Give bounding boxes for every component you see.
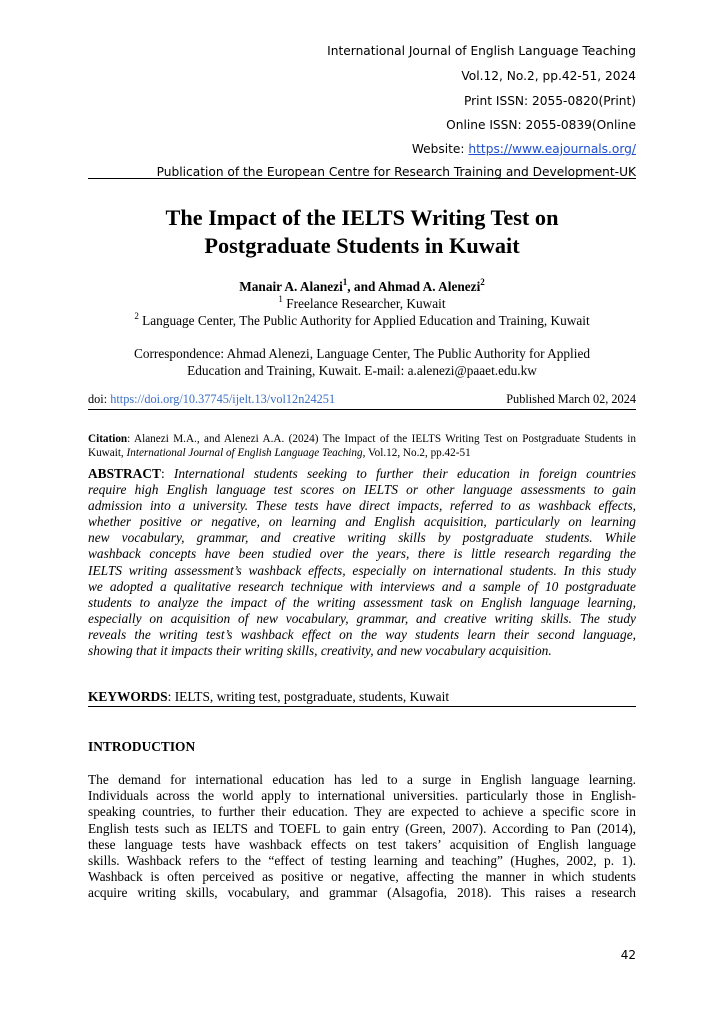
author-2: Ahmad A. Alenezi <box>377 279 481 294</box>
title-line-1: The Impact of the IELTS Writing Test on <box>165 205 559 230</box>
intro-line-4: English tests such as IELTS and TOEFL to gain entry (Green, 2007). According to Pan (2014), <box>88 820 636 836</box>
abstract-line-12: showing that it impacts their writing skills, creativity, and new vocabulary acquisition. <box>88 643 552 659</box>
affiliation-2-sup: 2 <box>134 310 139 321</box>
published-date: Published March 02, 2024 <box>506 392 636 406</box>
citation-text-b: , Vol.12, No.2, pp.42-51 <box>362 447 471 459</box>
website-link[interactable]: https://www.eajournals.org/ <box>468 142 636 156</box>
author-1-sup: 1 <box>342 276 348 287</box>
abstract-line-9: students to analyze the impact of the writing assessment task on English language learning, <box>88 594 636 610</box>
doi-divider <box>88 409 636 410</box>
abstract-text-0: International students seeking to further their education in foreign countries <box>173 466 636 481</box>
abstract-colon: : <box>160 466 174 481</box>
correspondence <box>60 345 664 379</box>
citation-text-a: : Alanezi M.A., and Alenezi A.A. (2024) The Impact of the IELTS Writing Test on Postgraduate Students in Kuwait, <box>88 433 636 459</box>
abstract-line-10: especially on acquisition of new vocabulary, grammar, and creative writing skills. The study <box>88 610 636 626</box>
abstract-block <box>88 466 636 659</box>
doi-label: doi: <box>88 392 111 406</box>
citation-block <box>88 432 636 460</box>
publisher-line: Publication of the European Centre for Research Training and Development-UK <box>156 165 636 179</box>
intro-line-7: Washback is often perceived as positive or negative, affecting the manner in which students <box>88 869 636 885</box>
volume-info: Vol.12, No.2, pp.42-51, 2024 <box>461 69 636 83</box>
keywords-divider <box>88 706 636 707</box>
citation-label: Citation <box>88 433 128 445</box>
header-divider <box>88 178 636 179</box>
intro-line-6: skills. Washback refers to the “effect of testing learning and teaching” (Hughes, 2002, p. 1). <box>88 853 636 869</box>
abstract-line-2: require high English language test scores on IELTS or other language assessments to gain <box>88 482 636 498</box>
abstract-line-5: new vocabulary, grammar, and creative writing skills by postgraduate students. While <box>88 530 636 546</box>
introduction-paragraph <box>88 772 636 902</box>
intro-line-2: Individuals across the world apply to international universities. particularly those in English- <box>88 788 636 804</box>
affiliation-1-text: Freelance Researcher, Kuwait <box>282 296 446 311</box>
affiliation-2 <box>60 312 664 329</box>
keywords-text: : IELTS, writing test, postgraduate, students, Kuwait <box>167 689 450 704</box>
page-number: 42 <box>620 948 636 962</box>
authors-line <box>60 278 664 295</box>
abstract-line-7: IELTS writing assessment’s washback effects, especially on international students. In this study <box>88 562 636 578</box>
abstract-line-4: whether positive or negative, on learning and English acquisition, particularly on learning <box>88 514 636 530</box>
abstract-line-8: we adopted a qualitative research technique with interviews and a sample of 10 postgraduate <box>88 578 636 594</box>
online-issn: Online ISSN: 2055-0839(Online <box>446 118 636 132</box>
abstract-label: ABSTRACT <box>88 466 161 481</box>
correspondence-line-2: Education and Training, Kuwait. E-mail: a.alenezi@paaet.edu.kw <box>187 363 537 378</box>
author-2-sup: 2 <box>480 276 485 287</box>
paper-title <box>60 204 664 260</box>
journal-name: International Journal of English Language Teaching <box>327 44 636 58</box>
doi-row <box>88 391 636 407</box>
affiliation-2-text: Language Center, The Public Authority for Applied Education and Training, Kuwait <box>138 313 590 328</box>
website-label: Website: <box>411 142 469 156</box>
keywords-label: KEYWORDS <box>88 689 168 704</box>
title-line-2: Postgraduate Students in Kuwait <box>204 233 520 258</box>
abstract-line-1 <box>88 466 636 482</box>
intro-line-1: The demand for international education has led to a surge in English language learning. <box>88 772 636 787</box>
affiliation-1-sup: 1 <box>278 293 283 304</box>
intro-line-5: these language tests have washback effects on test takers’ acquisition of English language <box>88 836 636 852</box>
author-separator: , and <box>347 279 378 294</box>
correspondence-line-1: Correspondence: Ahmad Alenezi, Language Center, The Public Authority for Applied <box>133 346 590 361</box>
abstract-line-3: admission into a university. These tests have direct impacts, referred to as washback effects, <box>88 498 636 514</box>
keywords-line <box>88 688 636 705</box>
affiliation-1 <box>60 295 664 312</box>
print-issn: Print ISSN: 2055-0820(Print) <box>463 94 636 108</box>
intro-line-3: speaking countries, to further their education. They are expected to achieve a specific score in <box>88 804 636 820</box>
introduction-heading: INTRODUCTION <box>88 739 196 754</box>
author-1: Manair A. Alanezi <box>239 279 343 294</box>
citation-journal: International Journal of English Language Teaching <box>126 447 363 459</box>
website-line <box>412 141 636 157</box>
doi-link[interactable]: https://doi.org/10.37745/ijelt.13/vol12n24251 <box>110 392 336 406</box>
abstract-line-6: washback concepts have been studied over the years, there is little research regarding the <box>88 546 636 562</box>
intro-line-8: acquire writing skills, vocabulary, and grammar (Alsagofia, 2018). This raises a research <box>88 885 636 901</box>
abstract-line-11: reveals the writing test’s washback effect on the way students learn their second language, <box>88 626 636 642</box>
